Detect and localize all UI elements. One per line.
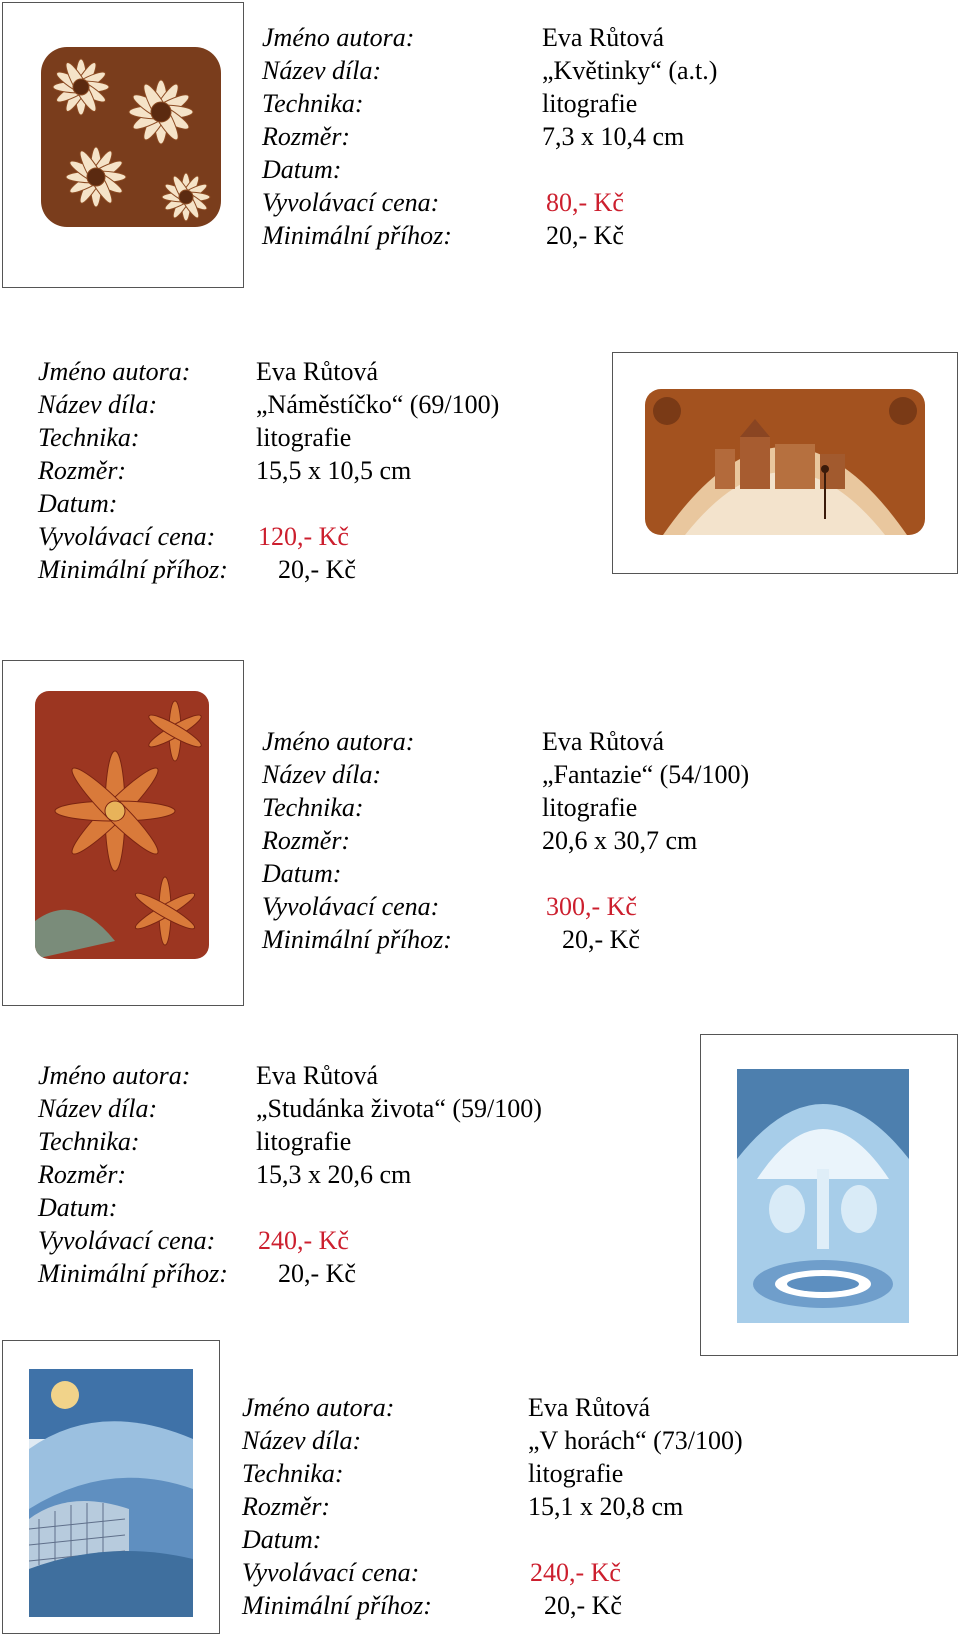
label-size: Rozměr: [38, 456, 127, 485]
label-title: Název díla: [242, 1426, 362, 1455]
value-min-bid: 20,- Kč [546, 221, 624, 250]
value-title: „Květinky“ (a.t.) [542, 56, 718, 85]
value-size: 15,1 x 20,8 cm [528, 1492, 684, 1521]
value-size: 15,3 x 20,6 cm [256, 1160, 412, 1189]
value-technique: litografie [542, 89, 638, 118]
label-date: Datum: [262, 155, 342, 184]
label-size: Rozměr: [242, 1492, 331, 1521]
value-technique: litografie [542, 793, 638, 822]
value-min-bid: 20,- Kč [278, 1259, 356, 1288]
artwork-image-studanka-zivota [700, 1034, 958, 1356]
label-date: Datum: [38, 1193, 118, 1222]
label-technique: Technika: [242, 1459, 344, 1488]
value-min-bid: 20,- Kč [544, 1591, 622, 1620]
value-author: Eva Růtová [256, 357, 379, 386]
label-min-bid: Minimální příhoz: [262, 925, 452, 954]
label-date: Datum: [262, 859, 342, 888]
value-technique: litografie [256, 423, 352, 452]
value-size: 7,3 x 10,4 cm [542, 122, 685, 151]
label-start-price: Vyvolávací cena: [38, 1226, 216, 1255]
label-start-price: Vyvolávací cena: [262, 188, 440, 217]
label-min-bid: Minimální příhoz: [262, 221, 452, 250]
value-min-bid: 20,- Kč [278, 555, 356, 584]
label-date: Datum: [38, 489, 118, 518]
label-title: Název díla: [262, 56, 382, 85]
label-date: Datum: [242, 1525, 322, 1554]
value-size: 15,5 x 10,5 cm [256, 456, 412, 485]
value-start-price: 240,- Kč [530, 1558, 621, 1587]
label-min-bid: Minimální příhoz: [242, 1591, 432, 1620]
value-author: Eva Růtová [256, 1061, 379, 1090]
value-author: Eva Růtová [542, 727, 665, 756]
label-title: Název díla: [38, 1094, 158, 1123]
label-technique: Technika: [262, 89, 364, 118]
value-author: Eva Růtová [542, 23, 665, 52]
label-author: Jméno autora: [38, 1061, 191, 1090]
value-author: Eva Růtová [528, 1393, 651, 1422]
value-start-price: 80,- Kč [546, 188, 624, 217]
value-start-price: 120,- Kč [258, 522, 349, 551]
label-technique: Technika: [38, 423, 140, 452]
label-size: Rozměr: [38, 1160, 127, 1189]
label-author: Jméno autora: [262, 23, 415, 52]
artwork-image-fantazie [2, 660, 244, 1006]
value-start-price: 300,- Kč [546, 892, 637, 921]
label-min-bid: Minimální příhoz: [38, 1259, 228, 1288]
value-title: „Studánka života“ (59/100) [256, 1094, 542, 1123]
artwork-image-namesticko [612, 352, 958, 574]
label-author: Jméno autora: [38, 357, 191, 386]
label-author: Jméno autora: [262, 727, 415, 756]
label-start-price: Vyvolávací cena: [38, 522, 216, 551]
value-title: „Náměstíčko“ (69/100) [256, 390, 500, 419]
label-technique: Technika: [38, 1127, 140, 1156]
value-size: 20,6 x 30,7 cm [542, 826, 698, 855]
label-min-bid: Minimální příhoz: [38, 555, 228, 584]
value-title: „V horách“ (73/100) [528, 1426, 743, 1455]
label-technique: Technika: [262, 793, 364, 822]
artwork-image-v-horach [2, 1340, 220, 1634]
value-start-price: 240,- Kč [258, 1226, 349, 1255]
label-title: Název díla: [38, 390, 158, 419]
value-technique: litografie [528, 1459, 624, 1488]
label-start-price: Vyvolávací cena: [262, 892, 440, 921]
label-size: Rozměr: [262, 122, 351, 151]
value-technique: litografie [256, 1127, 352, 1156]
label-author: Jméno autora: [242, 1393, 395, 1422]
label-size: Rozměr: [262, 826, 351, 855]
value-title: „Fantazie“ (54/100) [542, 760, 750, 789]
value-min-bid: 20,- Kč [562, 925, 640, 954]
label-start-price: Vyvolávací cena: [242, 1558, 420, 1587]
artwork-image-kvetinky [2, 2, 244, 288]
label-title: Název díla: [262, 760, 382, 789]
